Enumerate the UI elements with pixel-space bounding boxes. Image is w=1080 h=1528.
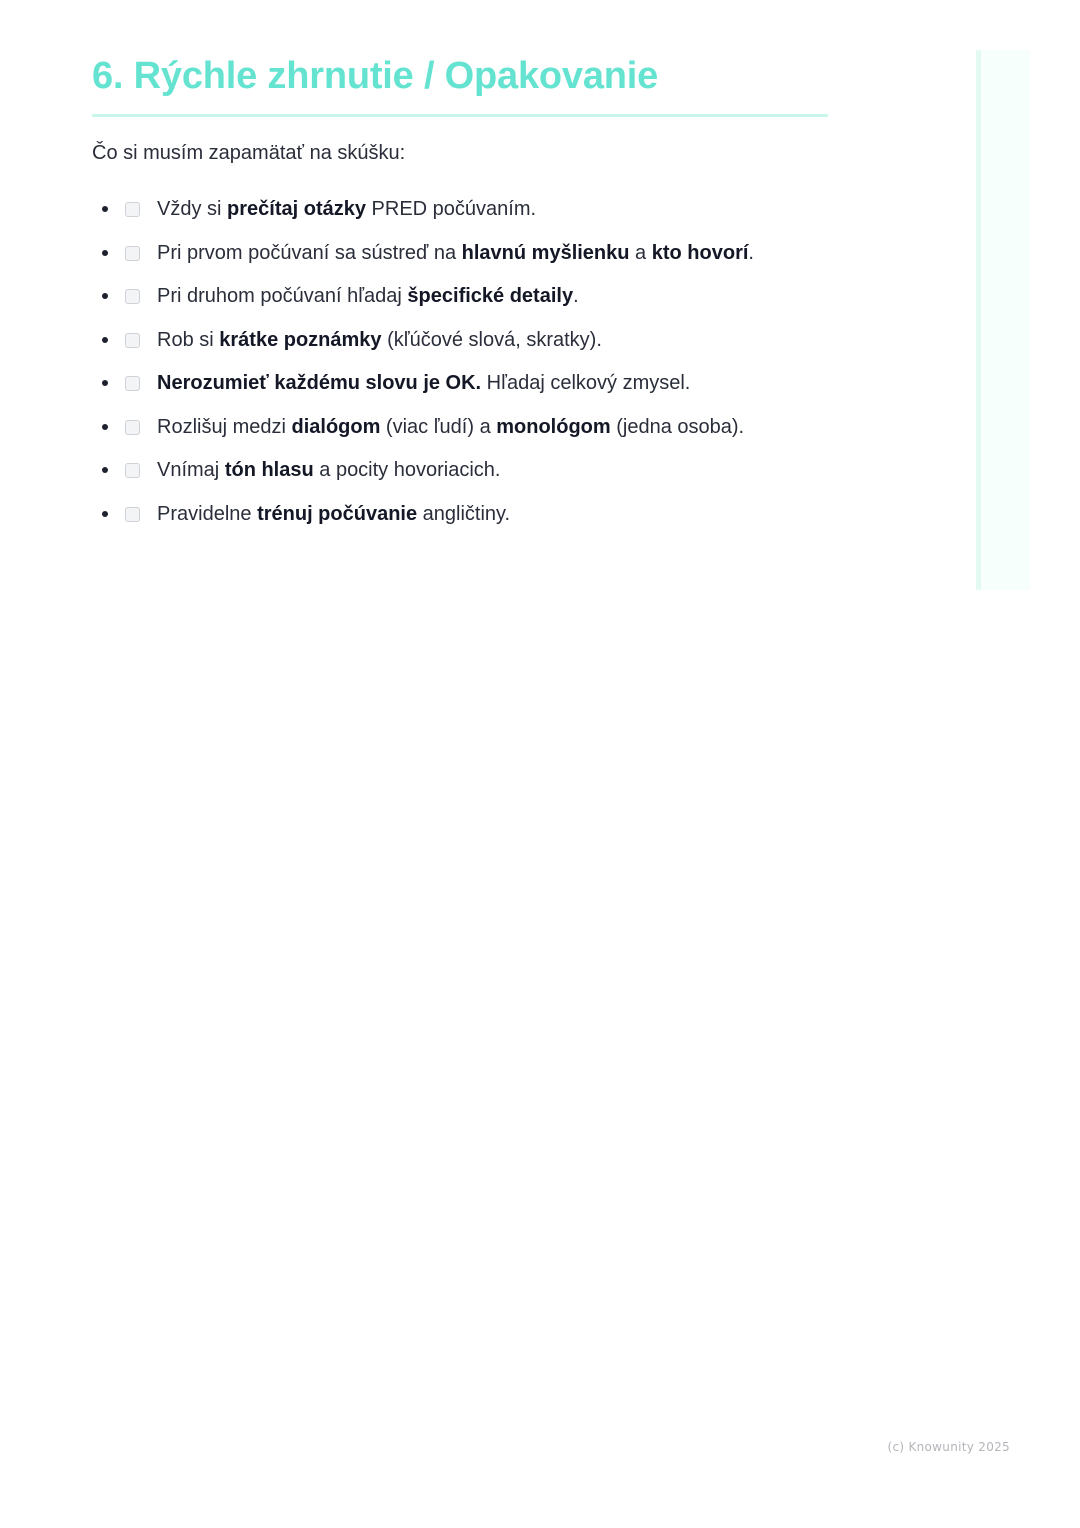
emphasized-text: trénuj počúvanie [257,502,418,525]
text-segment: Pri prvom počúvaní sa sústreď na [157,241,462,264]
text-segment: Pravidelne [157,502,258,525]
bullet-icon [102,467,108,473]
checkbox[interactable] [125,507,140,522]
bullet-icon [102,206,108,212]
emphasized-text: dialógom [291,415,381,438]
emphasized-text: prečítaj otázky [227,198,366,220]
checklist-item-text [157,326,602,354]
page-content [92,52,828,543]
checklist-item [92,413,828,457]
checklist-item [92,195,828,239]
checklist-item [92,282,828,326]
page-title: 6. Rýchle zhrnutie / Opakovanie [92,52,828,117]
emphasized-text: monológom [496,415,611,438]
exam-checklist [92,195,828,543]
checklist-item-text [157,369,690,397]
checklist-item-text [157,413,744,441]
text-segment: a pocity hovoriacich. [313,459,501,481]
bullet-icon [102,380,108,386]
bullet-icon [102,293,108,299]
bullet-icon [102,337,108,343]
intro-text: Čo si musím zapamätať na skúšku: [92,142,406,164]
text-segment: a [629,241,652,264]
text-segment: Rozlišuj medzi [157,415,292,438]
checklist-item-text [157,282,579,310]
copyright-footer: (c) Knowunity 2025 [887,1440,1010,1454]
checkbox[interactable] [125,376,140,391]
checklist-item-text [157,195,536,223]
bullet-icon [102,511,108,517]
checklist-item-text [157,456,500,484]
checklist-item [92,500,828,544]
checkbox[interactable] [125,289,140,304]
text-segment: angličtiny. [417,502,511,525]
text-segment: Vždy si [157,198,228,220]
text-segment: . [748,241,754,264]
bullet-icon [102,424,108,430]
checklist-item [92,326,828,370]
checklist-item [92,239,828,283]
text-segment: (kľúčové slová, skratky). [381,328,602,351]
checkbox[interactable] [125,420,140,435]
decorative-side-stripe [976,50,1030,590]
checkbox[interactable] [125,463,140,478]
text-segment: Hľadaj celkový zmysel. [481,372,691,394]
checklist-item-text [157,239,754,267]
emphasized-text: hlavnú myšlienku [461,241,630,264]
checklist-item-text [157,500,510,528]
emphasized-text: tón hlasu [224,459,314,481]
bullet-icon [102,250,108,256]
checkbox[interactable] [125,246,140,261]
checkbox[interactable] [125,333,140,348]
emphasized-text: špecifické detaily [407,285,574,307]
checklist-item [92,369,828,413]
emphasized-text: krátke poznámky [219,328,382,351]
checkbox[interactable] [125,202,140,217]
text-segment: PRED počúvaním. [365,198,537,220]
text-segment: Vnímaj [157,459,225,481]
emphasized-text: kto hovorí [651,241,749,264]
emphasized-text: Nerozumieť každému slovu je OK. [157,372,482,394]
text-segment: Rob si [157,328,220,351]
text-segment: (viac ľudí) a [380,415,497,438]
text-segment: . [573,285,579,307]
text-segment: (jedna osoba). [610,415,745,438]
checklist-item [92,456,828,500]
text-segment: Pri druhom počúvaní hľadaj [157,285,408,307]
